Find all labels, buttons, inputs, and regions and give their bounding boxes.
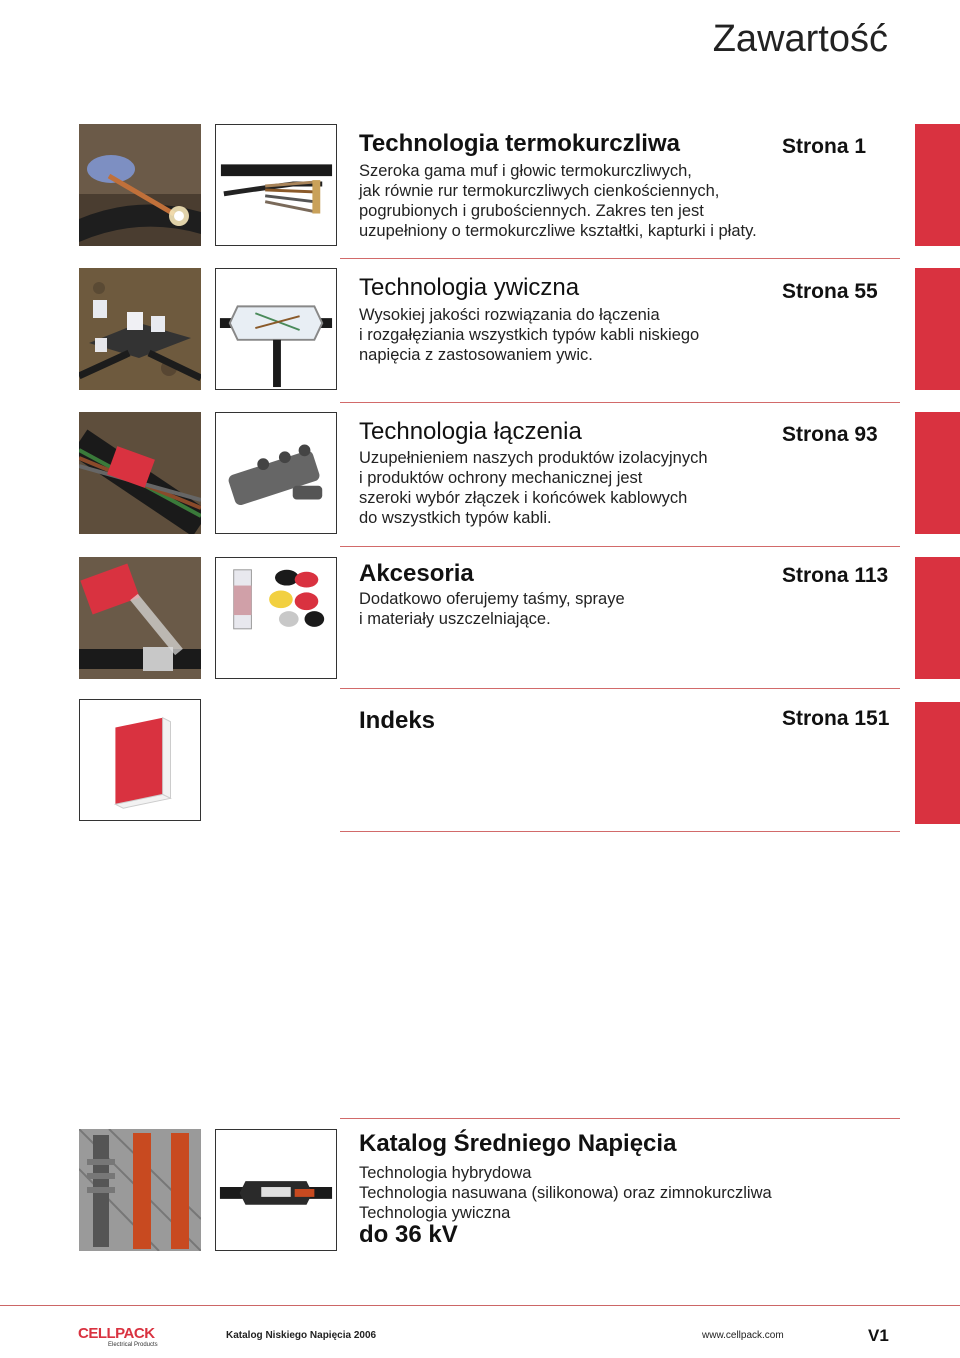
index-book-photo [79,699,201,821]
section-desc-resin: Wysokiej jakości rozwiązania do łączenia i rozgałęziania wszystkich typów kabli niskiego napięcia z zastosowaniem ywic. [359,306,700,364]
brand-logo: CELLPACK [78,1325,155,1342]
section-desc-accessories: Dodatkowo oferujemy taśmy, spraye i materiały uszczelniające. [359,590,625,628]
footer-divider [0,1305,960,1306]
mv-terminations-photo [79,1129,201,1251]
section-divider [340,831,900,832]
footer-website-link[interactable]: www.cellpack.com [702,1330,784,1341]
section-page-connection[interactable]: Strona 93 [782,423,878,446]
section-tab-1[interactable] [915,124,960,246]
section-title-index[interactable]: Indeks [359,707,436,734]
mv-line-2: Technologia nasuwana (silikonowa) oraz zimnokurczliwa [359,1184,772,1202]
section-tab-2[interactable] [915,268,960,390]
mv-title[interactable]: Katalog Średniego Napięcia [359,1130,677,1157]
section-title-connection[interactable]: Technologia łączenia [359,418,582,445]
brand-subtitle: Electrical Products [108,1342,158,1348]
section-divider [340,546,900,547]
heat-shrink-torch-photo [79,124,201,246]
connector-sleeve-photo [215,412,337,534]
section-tab-4[interactable] [915,557,960,679]
mv-joint-photo [215,1129,337,1251]
section-page-resin[interactable]: Strona 55 [782,280,878,303]
page-title: Zawartość [712,18,888,60]
section-divider [340,688,900,689]
section-title-accessories[interactable]: Akcesoria [359,560,474,587]
heat-shrink-joint-photo [215,124,337,246]
tapes-sprays-photo [215,557,337,679]
resin-branch-joint-photo [215,268,337,390]
section-tab-5[interactable] [915,702,960,824]
mv-divider [340,1118,900,1119]
section-tab-3[interactable] [915,412,960,534]
section-divider [340,258,900,259]
mv-line-3: Technologia ywiczna [359,1204,511,1222]
cable-connectors-photo [79,412,201,534]
section-title-heat-shrink[interactable]: Technologia termokurczliwa [359,130,680,157]
section-page-heat-shrink[interactable]: Strona 1 [782,135,867,158]
section-divider [340,402,900,403]
section-page-accessories[interactable]: Strona 113 [782,564,889,587]
section-desc-connection: Uzupełnieniem naszych produktów izolacyjnych i produktów ochrony mechanicznej jest szeroki wybór złączek i końcówek kablowych do wszystkich typów kabli. [359,449,708,527]
resin-joint-photo [79,268,201,390]
footer-page-number: V1 [868,1326,889,1345]
section-title-resin[interactable]: Technologia ywiczna [359,274,580,301]
mv-line-1: Technologia hybrydowa [359,1164,532,1182]
section-page-index[interactable]: Strona 151 [782,707,890,730]
mv-voltage: do 36 kV [359,1221,458,1248]
section-desc-heat-shrink: Szeroka gama muf i głowic termokurczliwych, jak równie rur termokurczliwych cienkościennych, pogrubionych i grubościennych. Zakres ten jest uzupełniony o termokurczliwe kształtki, kapturki i płaty. [359,162,757,240]
spray-application-photo [79,557,201,679]
footer-catalog-name: Katalog Niskiego Napięcia 2006 [226,1330,377,1341]
